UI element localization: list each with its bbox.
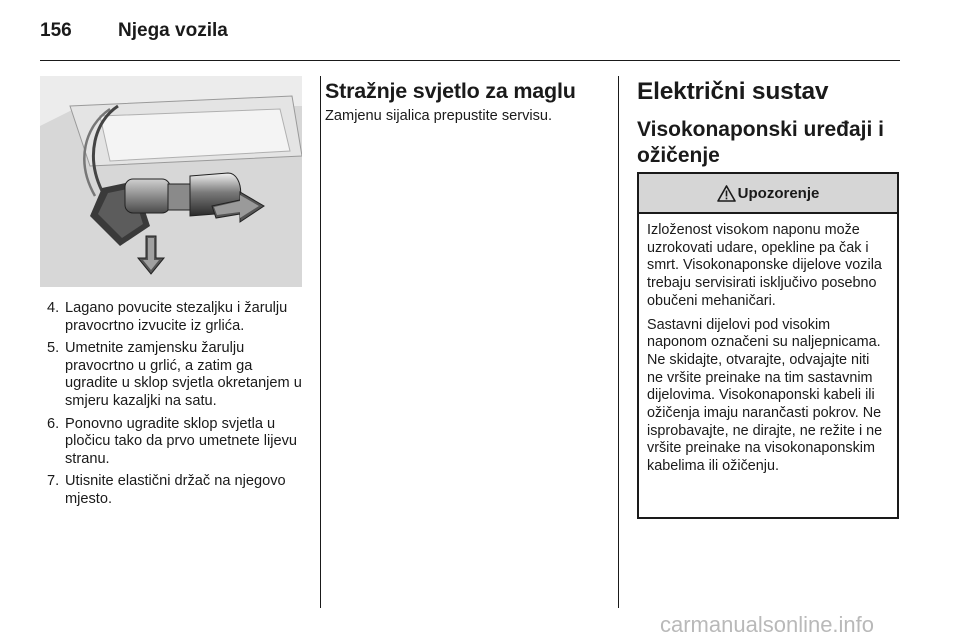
step-item — [40, 340, 308, 410]
warning-header — [639, 174, 897, 214]
rear-fog-light-text: Zamjenu sijalica prepustite servisu. — [325, 108, 553, 124]
header-rule — [40, 60, 900, 61]
step-number: 4. — [47, 300, 60, 316]
warning-label: Upozorenje — [737, 184, 820, 202]
column-divider-left — [320, 76, 321, 608]
warning-paragraph: Sastavni dijelovi pod visokim naponom označeni su naljepnicama. Ne skidajte, otvarajte, odvajajte niti ne vršite preinake na tim sastavnim dijelovima. Visokonaponski kabeli ili ožičenja imaju narančasti pokrov. Ne isprobavajte, ne dirajte, ne režite i ne vršite preinake na visokonaponskim kabelima ili ožičenju. — [647, 316, 883, 475]
section-title: Njega vozila — [118, 20, 228, 41]
step-item — [40, 300, 308, 335]
step-item — [40, 473, 308, 508]
step-number: 6. — [47, 415, 60, 432]
step-item — [40, 416, 308, 469]
page-number: 156 — [40, 20, 72, 41]
step-text: Ponovno ugradite sklop svjetla u pločicu tako da prvo umetnete lijevu stranu. — [65, 415, 298, 467]
warning-triangle-icon — [717, 185, 736, 202]
warning-body — [639, 214, 897, 476]
electrical-system-heading: Električni sustav — [637, 78, 829, 105]
bulb-removal-illustration — [40, 76, 302, 287]
step-number: 5. — [47, 340, 60, 357]
step-number: 7. — [47, 473, 60, 490]
rear-fog-light-heading: Stražnje svjetlo za maglu — [325, 79, 576, 103]
warning-paragraph: Izloženost visokom naponu može uzrokovati udare, opekline pa čak i smrt. Visokonaponske dijelove vozila trebaju servisirati isključivo posebno obučeni mehaničari. — [647, 222, 882, 309]
instruction-steps — [40, 300, 308, 514]
watermark: carmanualsonline.info — [660, 612, 875, 637]
warning-box — [637, 172, 899, 519]
step-text: Utisnite elastični držač na njegovo mjesto. — [65, 473, 286, 507]
high-voltage-subheading: Visokonaponski uređaji i ožičenje — [637, 118, 885, 167]
column-divider-right — [618, 76, 619, 608]
step-text: Lagano povucite stezaljku i žarulju pravocrtno izvucite iz grlića. — [65, 300, 288, 334]
step-text: Umetnite zamjensku žarulju pravocrtno u grlić, a zatim ga ugradite u sklop svjetla okretanjem u smjeru kazaljki na satu. — [65, 340, 302, 409]
